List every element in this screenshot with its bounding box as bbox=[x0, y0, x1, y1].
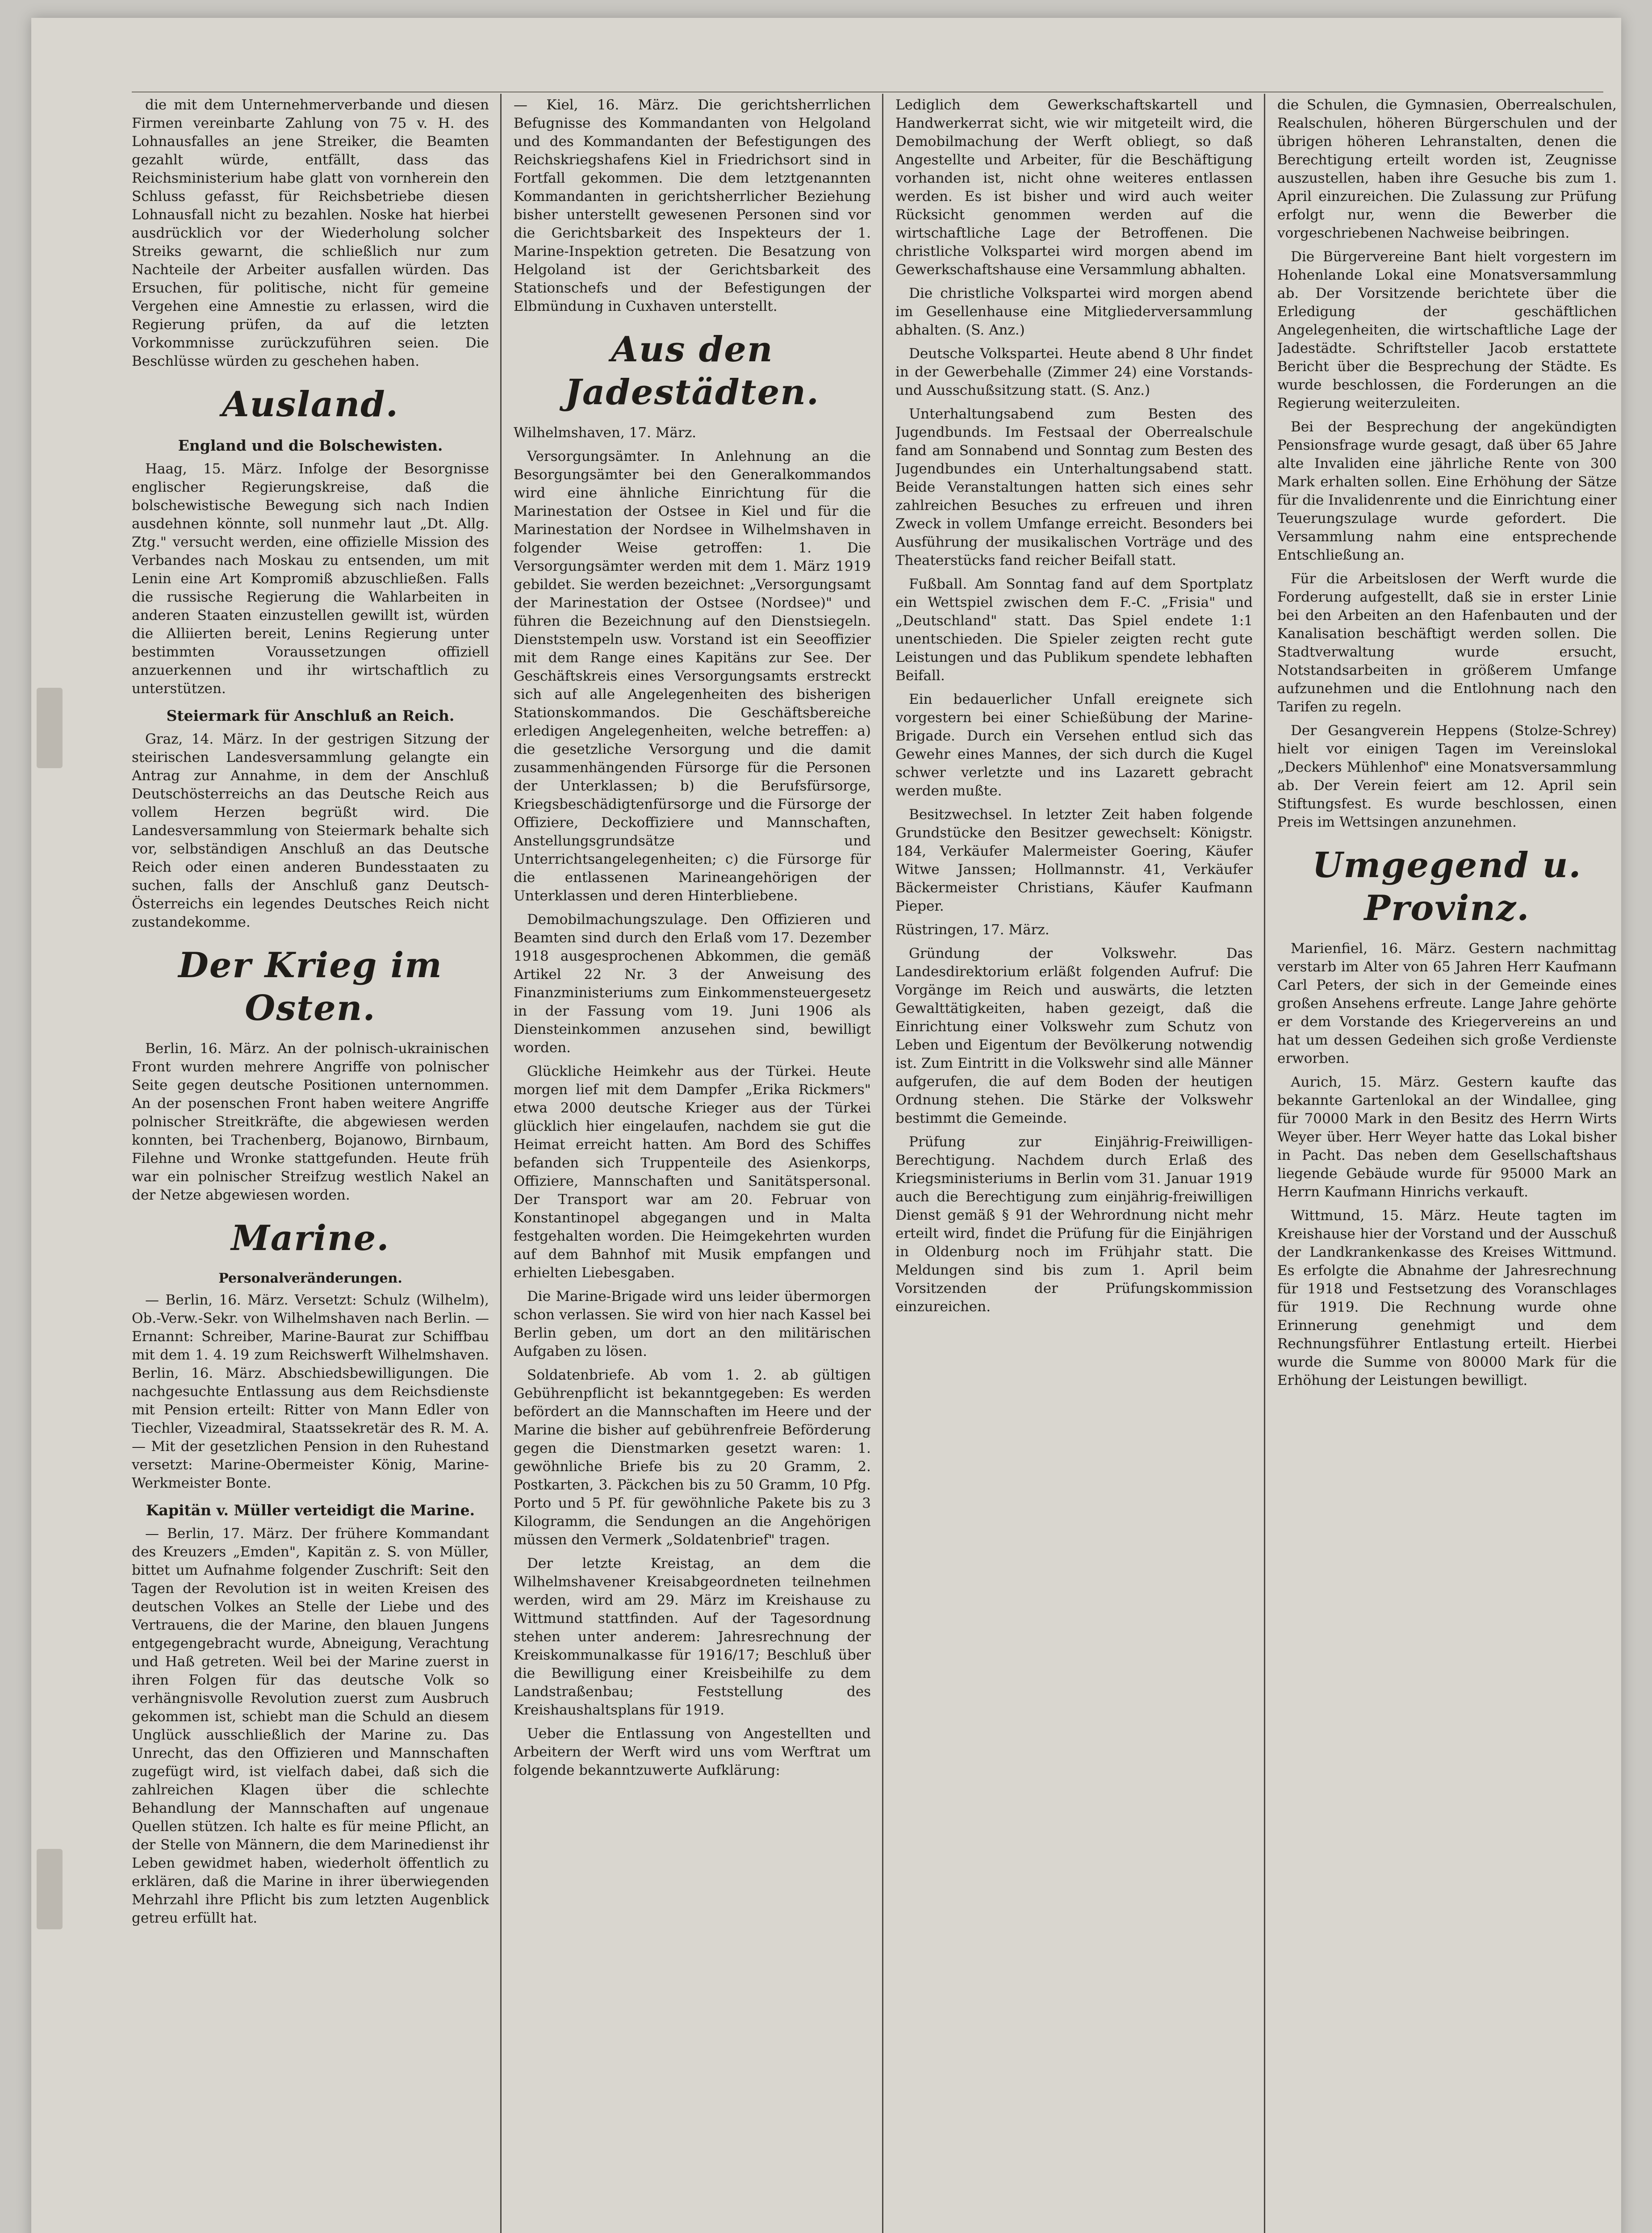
article-paragraph: Demobilmachungszulage. Den Offizieren und Beamten sind durch den Erlaß vom 17. Dezember 1918 ausgesprochenen Abkommen, die gemäß Artikel 22 Nr. 3 der Anweisung des Finanzministeriums zum Einkommensteuergesetz in der Fassung vom 19. Juni 1906 als Diensteinkommen anzusehen sind, bewilligt worden. bbox=[514, 912, 871, 1056]
article-paragraph: Die Marine-Brigade wird uns leider übermorgen schon verlassen. Sie wird von hier nach Kassel bei Berlin geben, um dort an den militärischen Aufgaben zu lösen. bbox=[514, 1288, 871, 1359]
article-paragraph: Prüfung zur Einjährig-Freiwilligen-Berechtigung. Nachdem durch Erlaß des Kriegsministeriums in Berlin vom 31. Januar 1919 auch die Berechtigung zum einjährig-freiwilligen Dienst gemäß § 91 der Wehrordnung nicht mehr erteilt wird, findet die Prüfung für die Einjährigen in Oldenburg noch im Frühjahr statt. Die Meldungen sind bis zum 1. April beim Vorsitzenden der Prüfungskommission einzureichen. bbox=[895, 1134, 1253, 1315]
article-paragraph: Ein bedauerlicher Unfall ereignete sich vorgestern bei einer Schießübung der Marine-Brigade. Durch ein Versehen entlud sich das Gewehr eines Mannes, der sich durch die Kugel schwer verletzte und ins Lazarett gebracht werden mußte. bbox=[895, 691, 1253, 799]
section-heading: Aus den Jadestädten. bbox=[565, 329, 820, 413]
column-3 bbox=[895, 96, 1253, 2233]
article-paragraph: die mit dem Unternehmerverbande und diesen Firmen vereinbarte Zahlung von 75 v. H. des Lohnausfalles an jene Streiker, die Beamten gezahlt würde, entfällt, dass das Reichsministerium habe glatt von vornherein den Schluss gefasst, für Reichsbetriebe diesen Lohnausfall nicht zu bezahlen. Noske hat hierbei ausdrücklich vor der Wiederholung solcher Streiks gewarnt, die schließlich nur zum Nachteile der Arbeiter ausfallen würden. Das Ersuchen, für politische, nicht für gemeine Vergehen eine Amnestie zu erlassen, wird die Regierung prüfen, da auf die letzten Vorkommnisse zurückzuführen seien. Die Beschlüsse würden zu geschehen haben. bbox=[132, 97, 489, 369]
article-paragraph: Der letzte Kreistag, an dem die Wilhelmshavener Kreisabgeordneten teilnehmen werden, wird am 29. März im Kreishause zu Wittmund stattfinden. Auf der Tagesordnung stehen unter anderem: Jahresrechnung der Kreiskommunalkasse für 1916/17; Beschluß über die Bewilligung einer Kreisbeihilfe zu dem Landstraßenbau; Feststellung des Kreishaushaltsplans für 1919. bbox=[514, 1556, 871, 1718]
article-paragraph: Bei der Besprechung der angekündigten Pensionsfrage wurde gesagt, daß über 65 Jahre alte Invaliden eine jährliche Rente von 300 Mark erhalten sollen. Eine Erhöhung der Sätze für die Invalidenrente und die Einrichtung einer Teuerungszulage wurde gefordert. Die Versammlung nahm eine entsprechende Entschließung an. bbox=[1277, 419, 1617, 563]
article-paragraph: Die christliche Volkspartei wird morgen abend im Gesellenhause eine Mitgliederversammlung abhalten. (S. Anz.) bbox=[895, 285, 1253, 338]
article-paragraph: Berlin, 16. März. An der polnisch-ukrainischen Front wurden mehrere Angriffe von polnischer Seite gegen deutsche Positionen unternommen. An der posenschen Front haben weitere Angriffe polnischer Streitkräfte, die abgewiesen werden konnten, bei Trachenberg, Bojanowo, Birnbaum, Filehne und Wronke stattgefunden. Heute früh war ein polnischer Streifzug westlich Nakel an der Netze abgewiesen worden. bbox=[132, 1041, 489, 1203]
section-heading: Marine. bbox=[231, 1218, 390, 1259]
article-paragraph: Haag, 15. März. Infolge der Besorgnisse englischer Regierungskreise, daß die bolschewistische Bewegung sich nach Indien ausdehnen könnte, soll nunmehr laut „Dt. Allg. Ztg." versucht werden, eine offizielle Mission des Verbandes nach Moskau zu entsenden, um mit Lenin eine Art Kompromiß abzuschließen. Falls die russische Regierung die Wahlarbeiten in anderen Staaten einzustellen gewillt ist, würden die Alliierten bereit, Lenins Regierung unter bestimmten Voraussetzungen offiziell anzuerkennen und ihr wirtschaftlich zu unterstützen. bbox=[132, 461, 489, 697]
column-divider-1 bbox=[500, 94, 502, 2233]
article-paragraph: Aurich, 15. März. Gestern kaufte das bekannte Gartenlokal an der Windallee, ging für 70000 Mark in den Besitz des Herrn Wirts Weyer über. Herr Weyer hatte das Lokal bisher in Pacht. Das neben dem Gesellschaftshaus liegende Gebäude wurde für 95000 Mark an Herrn Kaufmann Hinrichs verkauft. bbox=[1277, 1074, 1617, 1200]
column-divider-3 bbox=[1264, 94, 1265, 2233]
article-paragraph: Gründung der Volkswehr. Das Landesdirektorium erläßt folgenden Aufruf: Die Vorgänge im Reich und auswärts, die letzten Gewalttätigkeiten, haben gezeigt, daß die Einrichtung einer Volkswehr zum Schutz von Leben und Eigentum der Bevölkerung notwendig ist. Zum Eintritt in die Volkswehr sind alle Männer aufgerufen, die auf dem Boden der heutigen Ordnung stehen. Die Stärke der Volkswehr bestimmt die Gemeinde. bbox=[895, 945, 1253, 1126]
article-paragraph: — Berlin, 17. März. Der frühere Kommandant des Kreuzers „Emden", Kapitän z. S. von Müller, bittet um Aufnahme folgender Zuschrift: Seit den Tagen der Revolution ist in weiten Kreisen des deutschen Volkes an Stelle der Liebe und des Vertrauens, die der Marine, den blauen Jungens entgegengebracht wurde, Abneigung, Verachtung und Haß getreten. Weil bei der Marine zuerst in ihren Folgen für das deutsche Volk so verhängnisvolle Revolution zuerst zum Ausbruch gekommen ist, schiebt man die Schuld an diesem Unglück ausschließlich der Marine zu. Das Unrecht, das den Offizieren und Mannschaften zugefügt wird, ist vielfach dabei, daß sich die zahlreichen Klagen über die schlechte Behandlung der Mannschaften auf ungenaue Quellen stützen. Ich halte es für meine Pflicht, an der Stelle von Männern, die dem Marinedienst ihr Leben gewidmet haben, wiederholt öffentlich zu erklären, daß die Marine in ihrer überwiegenden Mehrzahl ihre Pflicht bis zum letzten Augenblick getreu erfüllt hat. bbox=[132, 1526, 489, 1926]
article-paragraph: — Berlin, 16. März. Versetzt: Schulz (Wilhelm), Ob.-Verw.-Sekr. von Wilhelmshaven nach Berlin. — Ernannt: Schreiber, Marine-Baurat zur Schiffbau mit dem 1. 4. 19 zum Reichswerft Wilhelmshaven. Berlin, 16. März. Abschiedsbewilligungen. Die nachgesuchte Entlassung aus dem Reichsdienste mit Pension erteilt: Ritter von Mann Edler von Tiechler, Vizeadmiral, Staatssekretär des R. M. A. — Mit der gesetzlichen Pension in den Ruhestand versetzt: Marine-Obermeister König, Marine-Werkmeister Bonte. bbox=[132, 1292, 489, 1491]
article-paragraph: Der Gesangverein Heppens (Stolze-Schrey) hielt vor einigen Tagen im Vereinslokal „Deckers Mühlenhof" eine Monatsversammlung ab. Der Verein feiert am 12. April sein Stiftungsfest. Es wurde beschlossen, einen Preis im Wettsingen anzunehmen. bbox=[1277, 723, 1617, 830]
article-paragraph: Ueber die Entlassung von Angestellten und Arbeitern der Werft wird uns vom Werftrat um folgende bekanntzuwerte Aufklärung: bbox=[514, 1726, 871, 1778]
article-paragraph: Deutsche Volkspartei. Heute abend 8 Uhr findet in der Gewerbehalle (Zimmer 24) eine Vorstands- und Ausschußsitzung statt. (S. Anz.) bbox=[895, 346, 1253, 398]
punch-hole-top bbox=[37, 688, 63, 768]
column-4 bbox=[1277, 96, 1617, 2233]
article-paragraph: Glückliche Heimkehr aus der Türkei. Heute morgen lief mit dem Dampfer „Erika Rickmers" etwa 2000 deutsche Krieger aus der Türkei glücklich hier eingelaufen, nachdem sie gut die Heimat erreicht hatten. Am Bord des Schiffes befanden sich Truppenteile des Asienkorps, Offiziere, Mannschaften und Sanitätspersonal. Der Transport war am 20. Februar von Konstantinopel abgegangen und in Malta festgehalten worden. Die Heimgekehrten wurden auf dem Bahnhof mit Musik empfangen und erhielten Liebesgaben. bbox=[514, 1063, 871, 1281]
article-heading: England und die Bolschewisten. bbox=[178, 437, 443, 454]
article-paragraph: — Kiel, 16. März. Die gerichtsherrlichen Befugnisse des Kommandanten von Helgoland und des Kommandanten der Befestigungen des Reichskriegshafens Kiel in Friedrichsort sind in Fortfall gekommen. Die dem letztgenannten Kommandanten in gerichtsherrlicher Beziehung bisher unterstellt gewesenen Personen sind vor die Gerichtsbarkeit des Inspekteurs der 1. Marine-Inspektion getreten. Die Besatzung von Helgoland ist der Gerichtsbarkeit des Stationschefs und der Befestigungen der Elbmündung in Cuxhaven unterstellt. bbox=[514, 97, 871, 314]
section-heading: Der Krieg im Osten. bbox=[178, 945, 443, 1029]
section-heading: Ausland. bbox=[222, 384, 399, 425]
article-paragraph: Versorgungsämter. In Anlehnung an die Besorgungsämter bei den Generalkommandos wird eine ähnliche Einrichtung für die Marinestation der Ostsee in Kiel und für die Marinestation der Nordsee in Wilhelmshaven in folgender Weise getroffen: 1. Die Versorgungsämter werden mit dem 1. März 1919 gebildet. Sie werden bezeichnet: „Versorgungsamt der Marinestation der Ostsee (Nordsee)" und führen die Bezeichnung auf den Dienstsiegeln. Dienststempeln usw. Vorstand ist ein Seeoffizier mit dem Range eines Kapitäns zur See. Der Geschäftskreis eines Versorgungsamts erstreckt sich auf alle Angelegenheiten des bisherigen Stationskommandos. Die Geschäftsbereiche erledigen Angelegenheiten, welche betreffen: a) die gesetzliche Versorgung und die damit zusammenhängenden Fürsorge für die Personen der Unterklassen; b) die Berufsfürsorge, Kriegsbeschädigtenfürsorge und die Fürsorge der Offiziere, Deckoffiziere und Mannschaften, Anstellungsgrundsätze und Unterrichtsangelegenheiten; c) die Fürsorge für die entlassenen Marineangehörigen der Unterklassen und deren Hinterbliebene. bbox=[514, 448, 871, 904]
article-heading: Kapitän v. Müller verteidigt die Marine. bbox=[146, 1501, 475, 1519]
section-heading: Umgegend u. Provinz. bbox=[1312, 845, 1582, 928]
column-1 bbox=[132, 96, 489, 2233]
article-paragraph: Graz, 14. März. In der gestrigen Sitzung der steirischen Landesversammlung gelangte ein Antrag zur Annahme, in dem der Anschluß Deutschösterreichs an das Deutsche Reich aus vollem Herzen begrüßt wird. Die Landesversammlung von Steiermark behalte sich vor, selbständigen Anschluß an das Deutsche Reich oder einen anderen Bundesstaaten zu suchen, falls der Anschluß ganz Deutsch-Österreichs ein legendes Deutsches Reich nicht zustandekomme. bbox=[132, 731, 489, 930]
punch-hole-bottom bbox=[37, 1849, 63, 1929]
article-paragraph: Die Bürgervereine Bant hielt vorgestern im Hohenlande Lokal eine Monatsversammlung ab. Der Vorsitzende berichtete über die Erledigung der geschäftlichen Angelegenheiten, die wirtschaftliche Lage der Jadestädte. Schriftsteller Jacob erstattete Bericht über die Besprechung der Städte. Es wurde beschlossen, die Forderungen an die Regierung weiterzuleiten. bbox=[1277, 249, 1617, 411]
newspaper-page bbox=[31, 18, 1621, 2233]
column-divider-2 bbox=[882, 94, 883, 2233]
article-paragraph: Marienfiel, 16. März. Gestern nachmittag verstarb im Alter von 65 Jahren Herr Kaufmann Carl Peters, der sich in der Gemeinde eines großen Ansehens erfreute. Lange Jahre gehörte er dem Vorstande des Kriegervereins an und hat um dessen Gedeihen sich große Verdienste erworben. bbox=[1277, 941, 1617, 1066]
article-paragraph: Fußball. Am Sonntag fand auf dem Sportplatz ein Wettspiel zwischen dem F.-C. „Frisia" und „Deutschland" statt. Das Spiel endete 1:1 unentschieden. Die Spieler zeigten recht gute Leistungen und das Publikum spendete lebhaften Beifall. bbox=[895, 576, 1253, 684]
article-paragraph: Lediglich dem Gewerkschaftskartell und Handwerkerrat sicht, wie wir mitgeteilt wird, die Demobilmachung der Werft obliegt, so daß Angestellte und Arbeiter, für die Beschäftigung vorhanden ist, nicht ohne weiteres entlassen werden. Es ist bisher und wird auch weiter Rücksicht genommen werden auf die wirtschaftliche Lage der Betroffenen. Die christliche Volkspartei wird morgen abend im Gewerkschaftshause eine Versammlung abhalten. bbox=[895, 97, 1253, 278]
article-paragraph: Wilhelmshaven, 17. März. bbox=[514, 425, 697, 441]
article-paragraph: Besitzwechsel. In letzter Zeit haben folgende Grundstücke den Besitzer gewechselt: Königstr. 184, Verkäufer Malermeister Goering, Käufer Witwe Janssen; Hollmannstr. 41, Verkäufer Bäckermeister Christians, Käufer Kaufmann Pieper. bbox=[895, 807, 1253, 914]
article-paragraph: Rüstringen, 17. März. bbox=[895, 922, 1050, 938]
article-paragraph: Wittmund, 15. März. Heute tagten im Kreishause hier der Vorstand und der Ausschuß der Landkrankenkasse des Kreises Wittmund. Es erfolgte die Abnahme der Jahresrechnung für 1918 und Festsetzung des Voranschlages für 1919. Die Rechnung wurde ohne Erinnerung genehmigt und dem Rechnungsführer Entlastung erteilt. Hierbei wurde die Summe von 80000 Mark für die Erhöhung der Leistungen bewilligt. bbox=[1277, 1208, 1617, 1388]
column-2 bbox=[514, 96, 871, 2233]
article-paragraph: die Schulen, die Gymnasien, Oberrealschulen, Realschulen, höheren Bürgerschulen und der übrigen höheren Lehranstalten, denen die Berechtigung erteilt worden ist, Zeugnisse auszustellen, haben ihre Gesuche bis zum 1. April einzureichen. Die Zulassung zur Prüfung erfolgt nur, wenn die Bewerber die vorgeschriebenen Nachweise beibringen. bbox=[1277, 97, 1617, 241]
article-heading: Personalveränderungen. bbox=[218, 1271, 402, 1286]
article-paragraph: Unterhaltungsabend zum Besten des Jugendbunds. Im Festsaal der Oberrealschule fand am Sonnabend und Sonntag zum Besten des Jugendbundes ein Unterhaltungsabend statt. Beide Veranstaltungen hatten sich eines sehr zahlreichen Besuches zu erfreuen und ihren Zweck in vollem Umfange erreicht. Besonders bei Ausführung der musikalischen Vorträge und des Theaterstücks fand reicher Beifall statt. bbox=[895, 406, 1253, 569]
article-paragraph: Soldatenbriefe. Ab vom 1. 2. ab gültigen Gebührenpflicht ist bekanntgegeben: Es werden befördert an die Mannschaften im Heere und der Marine die bisher auf gebührenfreie Beförderung gegen die Dienstmarken gesetzt waren: 1. gewöhnliche Briefe bis zu 20 Gramm, 2. Postkarten, 3. Päckchen bis zu 50 Gramm, 10 Pfg. Porto und 5 Pf. für gewöhnliche Pakete bis zu 3 Kilogramm, die Sendungen an die Angehörigen müssen den Vermerk „Soldatenbrief" tragen. bbox=[514, 1367, 871, 1548]
article-paragraph: Für die Arbeitslosen der Werft wurde die Forderung aufgestellt, daß sie in erster Linie bei den Arbeiten an den Hafenbauten und der Kanalisation beschäftigt werden sollen. Die Stadtverwaltung wurde ersucht, Notstandsarbeiten in größerem Umfange aufzunehmen und die Entlohnung nach den Tarifen zu regeln. bbox=[1277, 571, 1617, 715]
article-heading: Steiermark für Anschluß an Reich. bbox=[166, 707, 455, 724]
